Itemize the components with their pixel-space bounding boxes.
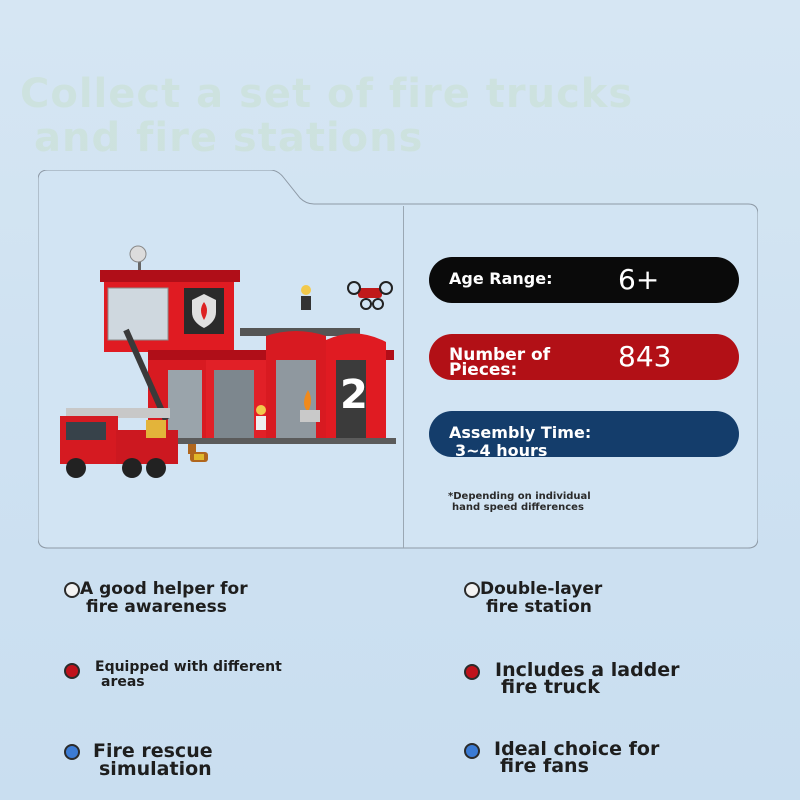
feature-line-1: Fire rescue xyxy=(93,740,213,762)
feature-line-1: Ideal choice for xyxy=(494,738,660,760)
age-range-label: Age Range: xyxy=(449,269,553,288)
assembly-time-pill xyxy=(429,411,739,460)
pieces-label: Number of Pieces: xyxy=(449,345,551,380)
bullet-dot xyxy=(464,664,480,680)
assembly-time-label-line-1: Assembly Time: xyxy=(449,423,592,442)
feature-line-2: fire truck xyxy=(501,676,600,698)
dog-icon xyxy=(188,444,208,462)
feature-line-1: A good helper for xyxy=(80,579,248,599)
age-range-value: 6+ xyxy=(618,263,660,296)
drone-icon xyxy=(348,282,392,309)
feature-line-2: fire fans xyxy=(500,755,589,777)
footnote-line-2: hand speed differences xyxy=(452,502,584,513)
panel-divider xyxy=(403,206,404,548)
bullet-dot xyxy=(64,744,80,760)
bullet-dot xyxy=(464,582,480,598)
feature-line-2: simulation xyxy=(99,758,212,780)
headline-line-1: Collect a set of fire trucks xyxy=(20,71,634,117)
spec-panel xyxy=(38,170,758,550)
satellite-dish-icon xyxy=(130,246,146,274)
footnote-line-1: *Depending on individual xyxy=(448,491,591,502)
bullet-dot xyxy=(464,743,480,759)
bullet-dot xyxy=(64,582,80,598)
feature-line-2: areas xyxy=(101,674,145,690)
pieces-value: 843 xyxy=(618,340,672,373)
feature-line-2: fire station xyxy=(486,597,592,617)
headline xyxy=(20,72,720,160)
bullet-dot xyxy=(64,663,80,679)
feature-line-1: Double-layer xyxy=(480,579,603,599)
assembly-time-value: 3~4 hours xyxy=(455,441,548,460)
footnote xyxy=(448,491,648,513)
feature-line-1: Includes a ladder xyxy=(495,659,680,681)
feature-line-2: fire awareness xyxy=(86,597,227,617)
assembly-time-label xyxy=(449,424,591,460)
svg-text:2: 2 xyxy=(340,372,368,418)
pieces-pill xyxy=(429,334,739,380)
age-range-pill xyxy=(429,257,739,303)
feature-line-1: Equipped with different xyxy=(95,659,282,675)
headline-line-2: and fire stations xyxy=(34,115,424,161)
fire-station-product-image xyxy=(56,230,396,510)
